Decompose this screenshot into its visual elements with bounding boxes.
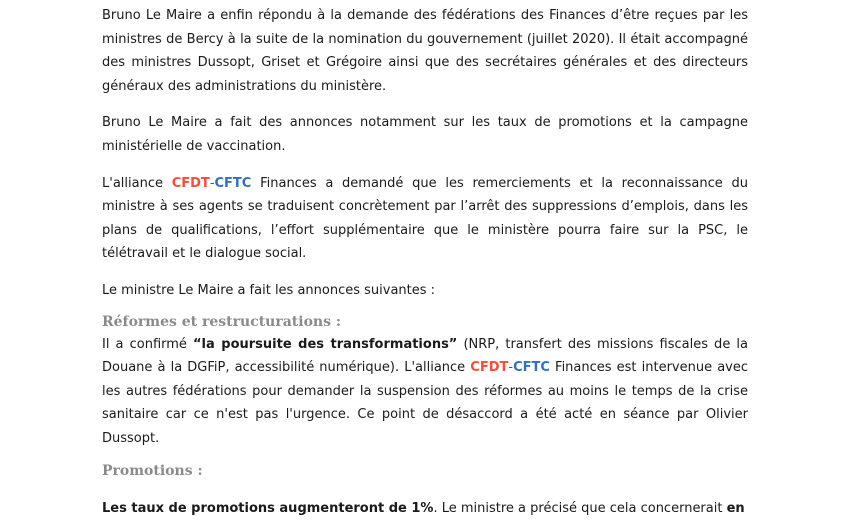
alliance-paragraph [102,172,748,266]
minister-intro-paragraph: Le ministre Le Maire a fait les annonces suivantes : [102,279,748,303]
reformes-heading: Réformes et restructurations : [102,311,748,333]
reformes-middle: (NRP, transfert des missions fiscales de la Douane à la DGFiP, accessibilité numérique). L'alliance [102,337,748,376]
cfdt-brand: CFDT [172,176,210,191]
reformes-paragraph [102,333,748,451]
cftc-brand: CFTC [513,360,550,375]
promotions-heading: Promotions : [102,460,748,482]
reformes-bold-quote: “la poursuite des transformations” [193,337,457,352]
cfdt-brand: CFDT [470,360,508,375]
promotions-bold-end: en [727,501,745,516]
announcements-paragraph: Bruno Le Maire a fait des annonces notamment sur les taux de promotions et la campagne ministérielle de vaccination. [102,111,748,158]
promotions-bold: Les taux de promotions augmenteront de 1% [102,501,433,516]
cftc-brand: CFTC [215,176,252,191]
brand-dash: - [508,360,513,375]
alliance-prefix: L'alliance [102,176,172,191]
reformes-prefix: Il a confirmé [102,337,193,352]
intro-paragraph: Bruno Le Maire a enfin répondu à la demande des fédérations des Finances d’être reçues par les ministres de Bercy à la suite de la nomination du gouvernement (juillet 2020). Il était accompagné des ministres Dussopt, Griset et Grégoire ainsi que des secrétaires générales et des directeurs généraux des administrations du ministère. [102,4,748,98]
promotions-rest: . Le ministre a précisé que cela concernerait [433,501,726,516]
promotions-paragraph [102,497,748,520]
brand-dash: - [210,176,215,191]
alliance-suffix: Finances a demandé que les remerciements et la reconnaissance du ministre à ses agents se traduisent concrètement par l’arrêt des suppressions d’emplois, dans les plans de qualifications, l’effort supplémentaire que le ministère pourra faire sur la PSC, le télétravail et le dialogue social. [102,176,748,262]
reformes-suffix: Finances est intervenue avec les autres fédérations pour demander la suspension des réformes au moins le temps de la crise sanitaire car ce n'est pas l'urgence. Ce point de désaccord a été acté en séance par Olivier Dussopt. [102,360,748,446]
document-page [102,0,748,520]
